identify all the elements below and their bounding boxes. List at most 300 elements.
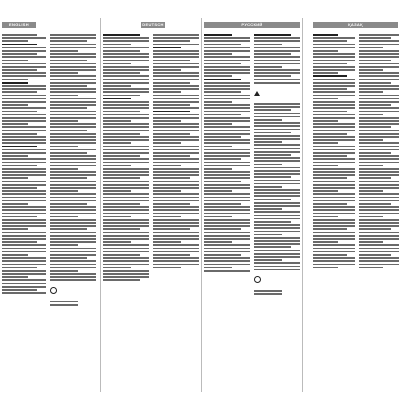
text-line xyxy=(50,133,96,135)
text-line xyxy=(359,72,399,74)
text-line xyxy=(254,192,300,194)
text-line xyxy=(103,213,149,215)
text-line xyxy=(204,251,250,253)
text-line xyxy=(103,139,149,141)
text-line xyxy=(204,241,232,243)
text-line xyxy=(204,101,232,103)
text-line xyxy=(313,257,355,259)
column-header: ENGLISH xyxy=(2,22,36,28)
text-line xyxy=(359,120,399,122)
text-line xyxy=(153,82,190,84)
text-line xyxy=(254,79,300,81)
text-line xyxy=(2,85,46,87)
text-line xyxy=(153,203,190,205)
text-line xyxy=(254,234,282,236)
text-line xyxy=(254,189,300,191)
text-line xyxy=(313,177,347,179)
text-line xyxy=(359,184,399,186)
text-line xyxy=(153,120,181,122)
text-line xyxy=(2,181,46,183)
text-line xyxy=(153,181,199,183)
text-line xyxy=(359,88,399,90)
text-line xyxy=(359,136,399,138)
text-line xyxy=(204,133,250,135)
text-line xyxy=(50,142,96,144)
text-line xyxy=(204,232,250,234)
text-line xyxy=(254,246,291,248)
text-line xyxy=(153,139,199,141)
text-line xyxy=(254,160,300,162)
text-line xyxy=(153,85,199,87)
text-line xyxy=(2,264,46,266)
text-line xyxy=(50,47,96,49)
text-line xyxy=(103,257,149,259)
text-line xyxy=(313,168,355,170)
text-line xyxy=(2,69,37,71)
text-line xyxy=(103,264,149,266)
text-line xyxy=(204,146,232,148)
text-line xyxy=(254,173,300,175)
text-line xyxy=(2,244,46,246)
text-line xyxy=(254,256,300,258)
text-line xyxy=(50,219,96,221)
text-line xyxy=(254,125,300,127)
text-line xyxy=(359,251,399,253)
text-line xyxy=(204,184,250,186)
text-line xyxy=(254,116,300,118)
text-line xyxy=(103,69,149,71)
text-line xyxy=(103,206,149,208)
text-line xyxy=(313,85,355,87)
column-body xyxy=(303,34,400,382)
text-line xyxy=(50,190,78,192)
text-line xyxy=(359,158,399,160)
text-line xyxy=(313,187,355,189)
text-line xyxy=(359,162,399,164)
text-line xyxy=(50,117,96,119)
text-line xyxy=(204,171,250,173)
text-line xyxy=(103,136,149,138)
text-line xyxy=(153,98,199,100)
text-line xyxy=(153,91,181,93)
text-line xyxy=(50,165,96,167)
text-line xyxy=(254,224,300,226)
text-line xyxy=(50,244,78,246)
text-line xyxy=(103,248,149,250)
warning-icon xyxy=(254,91,260,96)
text-line xyxy=(204,79,241,81)
text-line xyxy=(50,139,96,141)
text-line xyxy=(204,257,250,259)
text-line xyxy=(50,149,96,151)
text-line xyxy=(103,177,140,179)
sub-column xyxy=(153,34,199,382)
text-line xyxy=(313,75,347,77)
text-line xyxy=(153,111,190,113)
text-line xyxy=(2,130,46,132)
text-line xyxy=(153,193,199,195)
text-line xyxy=(359,260,399,262)
text-line xyxy=(359,152,391,154)
text-line xyxy=(153,241,181,243)
text-line xyxy=(2,254,28,256)
text-line xyxy=(50,126,96,128)
text-line xyxy=(153,136,199,138)
text-line xyxy=(2,162,46,164)
text-line xyxy=(50,34,96,36)
text-line xyxy=(254,250,300,252)
text-line xyxy=(153,267,181,269)
text-line xyxy=(359,177,391,179)
text-line xyxy=(313,114,355,116)
text-line xyxy=(50,168,78,170)
text-line xyxy=(50,82,96,84)
text-line xyxy=(254,66,282,68)
text-line xyxy=(2,216,37,218)
text-line xyxy=(313,60,355,62)
text-line xyxy=(2,98,46,100)
text-line xyxy=(2,219,46,221)
text-line xyxy=(313,40,347,42)
text-line xyxy=(50,79,96,81)
text-line xyxy=(254,208,282,210)
text-line xyxy=(103,56,149,58)
column-deutsch xyxy=(101,0,201,400)
text-line xyxy=(103,98,131,100)
text-line xyxy=(50,44,96,46)
text-line xyxy=(204,104,250,106)
text-line xyxy=(50,264,96,266)
text-line xyxy=(103,267,131,269)
text-line xyxy=(103,111,140,113)
text-line xyxy=(313,98,338,100)
text-line xyxy=(254,176,291,178)
text-line xyxy=(153,260,199,262)
text-line xyxy=(2,79,28,81)
text-line xyxy=(153,174,199,176)
text-line xyxy=(359,117,399,119)
text-line xyxy=(50,85,87,87)
text-line xyxy=(313,123,355,125)
text-line xyxy=(359,53,399,55)
text-line xyxy=(153,219,199,221)
text-line xyxy=(2,72,46,74)
text-line xyxy=(153,114,199,116)
text-line xyxy=(153,248,199,250)
text-line xyxy=(50,63,96,65)
text-line xyxy=(254,151,300,153)
text-line xyxy=(103,232,149,234)
text-line xyxy=(313,238,355,240)
text-line xyxy=(2,60,28,62)
text-line xyxy=(359,75,399,77)
text-line xyxy=(254,106,300,108)
text-line xyxy=(313,142,338,144)
text-line xyxy=(204,254,241,256)
text-line xyxy=(204,114,241,116)
text-line xyxy=(2,47,46,49)
text-line xyxy=(2,50,46,52)
text-line xyxy=(103,168,149,170)
text-line xyxy=(204,222,250,224)
text-line xyxy=(313,66,355,68)
text-line xyxy=(50,197,96,199)
text-line xyxy=(2,114,46,116)
text-line xyxy=(204,264,250,266)
sub-column xyxy=(50,34,96,382)
text-line xyxy=(103,193,149,195)
text-line xyxy=(254,135,300,137)
text-line xyxy=(2,126,46,128)
text-line xyxy=(359,82,391,84)
text-line xyxy=(204,50,250,52)
text-line xyxy=(359,126,391,128)
text-line xyxy=(204,66,250,68)
text-line xyxy=(103,149,149,151)
text-line xyxy=(359,248,399,250)
text-line xyxy=(103,235,149,237)
column-header: ҚАЗАҚ xyxy=(313,22,398,28)
text-line xyxy=(204,165,250,167)
text-line xyxy=(204,44,241,46)
text-line xyxy=(2,184,46,186)
text-line xyxy=(2,270,46,272)
text-line xyxy=(2,82,28,84)
text-line xyxy=(2,158,46,160)
text-line xyxy=(153,107,199,109)
text-line xyxy=(50,111,96,113)
text-line xyxy=(254,75,291,77)
text-line xyxy=(313,88,347,90)
text-line xyxy=(313,56,355,58)
text-line xyxy=(103,171,149,173)
text-line xyxy=(359,244,399,246)
text-line xyxy=(254,218,300,220)
text-line xyxy=(313,158,355,160)
text-line xyxy=(359,267,383,269)
text-line xyxy=(50,37,96,39)
text-line xyxy=(2,235,46,237)
text-line xyxy=(313,235,355,237)
text-line xyxy=(2,279,46,281)
text-line xyxy=(254,259,282,261)
text-line xyxy=(204,139,250,141)
text-line xyxy=(359,85,399,87)
text-line xyxy=(254,243,300,245)
text-line xyxy=(204,40,250,42)
text-line xyxy=(359,181,399,183)
text-line xyxy=(204,142,250,144)
text-line xyxy=(153,216,181,218)
text-line xyxy=(153,200,199,202)
text-line xyxy=(204,203,241,205)
text-line xyxy=(153,171,199,173)
text-line xyxy=(2,34,37,36)
text-line xyxy=(153,187,199,189)
text-line xyxy=(254,132,291,134)
text-line xyxy=(313,244,355,246)
text-line xyxy=(204,209,250,211)
text-line xyxy=(2,142,46,144)
text-line xyxy=(103,95,140,97)
text-line xyxy=(254,199,291,201)
text-line xyxy=(254,119,282,121)
sub-column xyxy=(254,34,300,382)
text-line xyxy=(50,104,96,106)
text-line xyxy=(103,66,149,68)
text-line xyxy=(313,174,355,176)
text-line xyxy=(254,269,300,271)
text-line xyxy=(313,91,355,93)
text-line xyxy=(204,177,250,179)
text-line xyxy=(359,40,399,42)
text-line xyxy=(103,104,149,106)
text-line xyxy=(359,235,399,237)
text-line xyxy=(2,40,28,42)
text-line xyxy=(50,171,96,173)
text-line xyxy=(2,37,46,39)
text-line xyxy=(313,200,355,202)
text-line xyxy=(2,123,28,125)
text-line xyxy=(153,206,199,208)
text-line xyxy=(153,104,190,106)
text-line xyxy=(2,273,46,275)
text-line xyxy=(103,158,149,160)
text-line xyxy=(2,111,37,113)
text-line xyxy=(254,221,291,223)
text-line xyxy=(313,136,355,138)
text-line xyxy=(313,248,355,250)
text-line xyxy=(313,219,355,221)
text-line xyxy=(313,222,355,224)
text-line xyxy=(2,222,46,224)
text-line xyxy=(50,95,78,97)
text-line xyxy=(359,69,383,71)
text-line xyxy=(103,251,149,253)
text-line xyxy=(2,251,46,253)
text-line xyxy=(103,273,149,275)
text-line xyxy=(313,228,347,230)
text-line xyxy=(313,225,355,227)
text-line xyxy=(204,260,250,262)
text-line xyxy=(153,225,199,227)
text-line xyxy=(50,200,96,202)
text-line xyxy=(103,72,140,74)
text-line xyxy=(254,34,291,36)
text-line xyxy=(50,184,96,186)
text-line xyxy=(103,276,149,278)
text-line xyxy=(153,72,199,74)
text-line xyxy=(204,228,241,230)
text-line xyxy=(204,120,250,122)
text-line xyxy=(103,165,131,167)
text-line xyxy=(103,126,149,128)
text-line xyxy=(2,95,46,97)
text-line xyxy=(103,40,149,42)
text-line xyxy=(50,238,96,240)
text-line xyxy=(50,155,96,157)
text-line xyxy=(359,123,399,125)
text-line xyxy=(103,123,149,125)
text-line xyxy=(103,75,149,77)
text-line xyxy=(313,155,347,157)
text-line xyxy=(2,276,28,278)
text-line xyxy=(313,104,355,106)
text-line xyxy=(2,44,37,46)
text-line xyxy=(50,222,96,224)
text-line xyxy=(204,34,232,36)
column-body xyxy=(101,34,201,382)
text-line xyxy=(254,266,300,268)
text-line xyxy=(103,254,140,256)
text-line xyxy=(313,264,355,266)
text-line xyxy=(313,79,355,81)
text-line xyxy=(204,267,232,269)
text-line xyxy=(2,197,46,199)
text-line xyxy=(313,101,355,103)
text-line xyxy=(153,165,181,167)
text-line xyxy=(50,88,96,90)
text-line xyxy=(2,257,46,259)
text-line xyxy=(153,66,199,68)
text-line xyxy=(103,260,149,262)
text-line xyxy=(103,219,149,221)
text-line xyxy=(254,82,300,84)
text-line xyxy=(254,72,300,74)
text-line xyxy=(50,177,87,179)
text-line xyxy=(50,40,87,42)
text-line xyxy=(359,203,391,205)
text-line xyxy=(153,95,199,97)
text-line xyxy=(2,101,46,103)
text-line xyxy=(153,184,199,186)
text-line xyxy=(103,209,149,211)
text-line xyxy=(50,72,78,74)
text-line xyxy=(153,168,199,170)
text-line xyxy=(153,34,199,36)
text-line xyxy=(313,82,355,84)
text-line xyxy=(2,107,46,109)
text-line xyxy=(204,130,250,132)
text-line xyxy=(2,206,46,208)
text-line xyxy=(204,238,250,240)
text-line xyxy=(359,130,399,132)
text-line xyxy=(204,91,241,93)
text-line xyxy=(50,203,87,205)
text-line xyxy=(50,75,96,77)
text-line xyxy=(153,177,190,179)
text-line xyxy=(2,155,28,157)
text-line xyxy=(204,111,250,113)
text-line xyxy=(204,60,250,62)
text-line xyxy=(254,40,300,42)
text-line xyxy=(103,155,140,157)
text-line xyxy=(359,171,399,173)
text-line xyxy=(359,107,399,109)
text-line xyxy=(254,180,300,182)
text-line xyxy=(359,139,383,141)
text-line xyxy=(254,183,300,185)
text-line xyxy=(254,293,282,295)
text-line xyxy=(204,126,250,128)
text-line xyxy=(153,47,181,49)
text-line xyxy=(50,91,96,93)
text-line xyxy=(2,238,46,240)
text-line xyxy=(50,152,87,154)
text-line xyxy=(50,60,87,62)
text-line xyxy=(50,123,96,125)
text-line xyxy=(50,101,96,103)
